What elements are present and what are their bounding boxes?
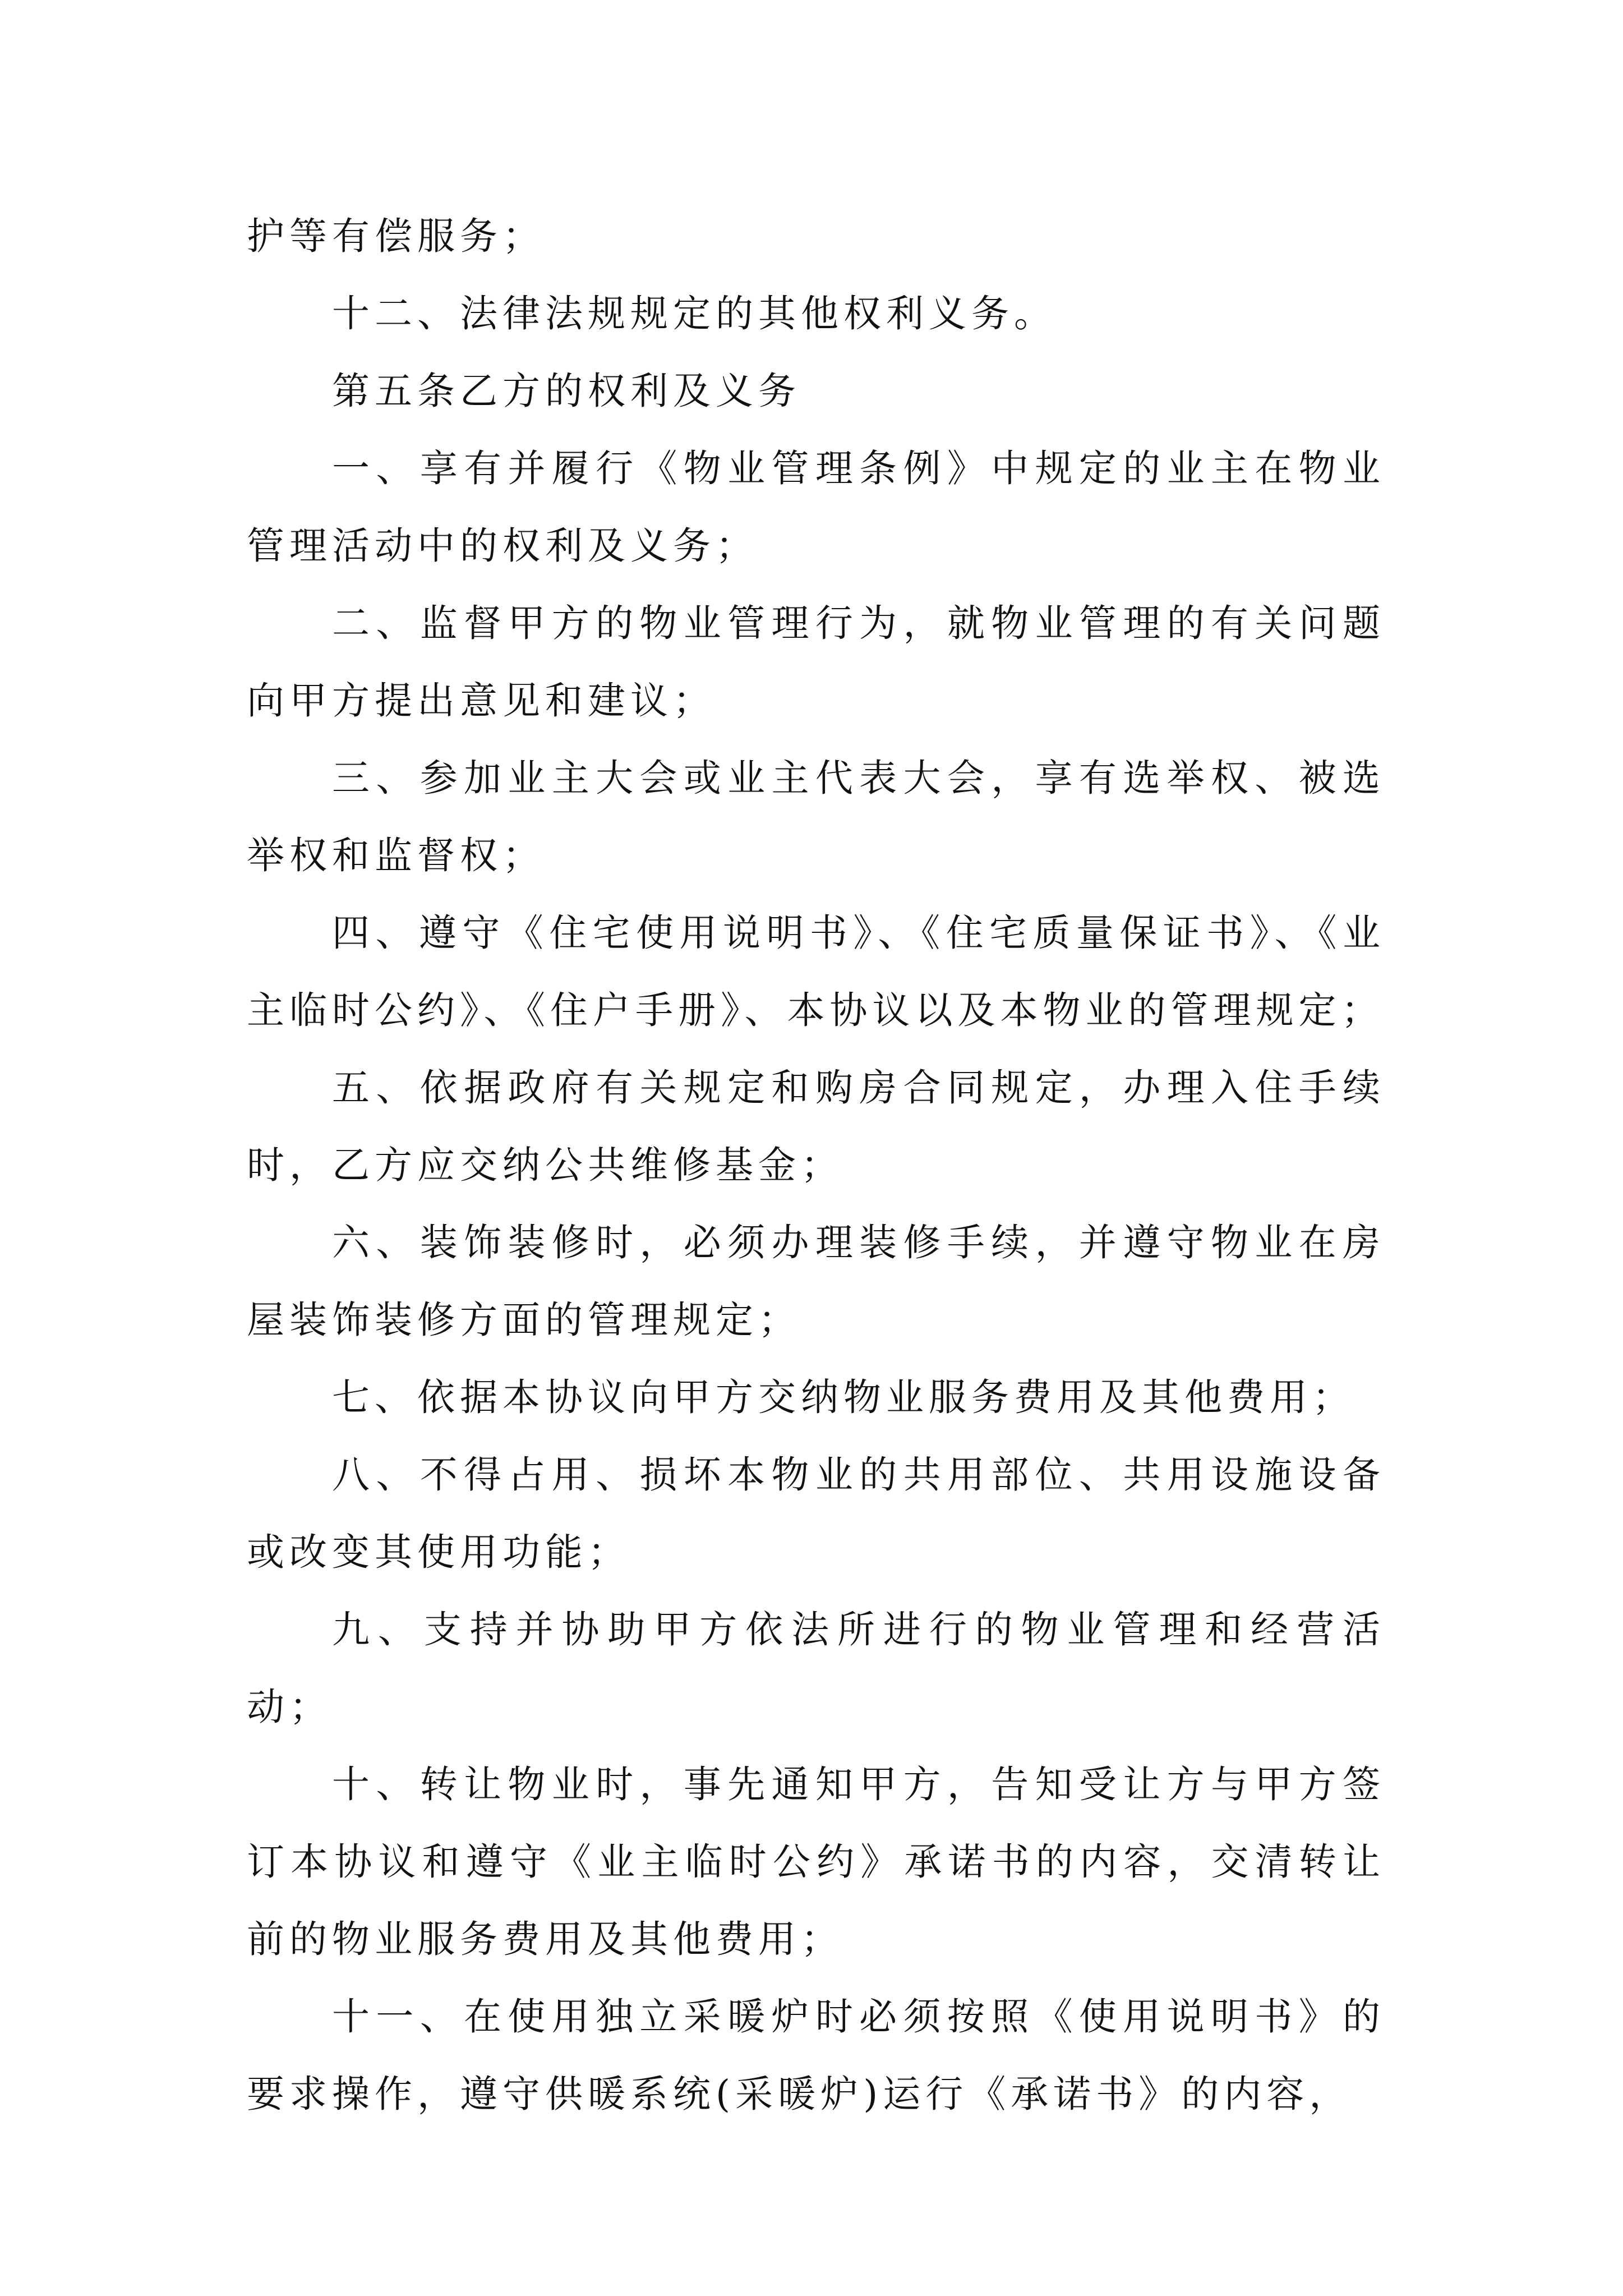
paragraph-item-3: 三、参加业主大会或业主代表大会，享有选举权、被选举权和监督权； [247, 756, 1385, 877]
paragraph-continuation: 护等有偿服务； [247, 214, 545, 258]
paragraph-item-5: 五、依据政府有关规定和购房合同规定，办理入住手续时，乙方应交纳公共维修基金； [247, 1066, 1385, 1187]
document-body [247, 197, 1385, 2133]
paragraph-item-11: 十一、在使用独立采暖炉时必须按照《使用说明书》的要求操作，遵守供暖系统(采暖炉)运行《承诺书》的内容， [247, 1995, 1385, 2116]
paragraph-item-7: 七、依据本协议向甲方交纳物业服务费用及其他费用； [332, 1375, 1355, 1419]
paragraph-item-4: 四、遵守《住宅使用说明书》、《住宅质量保证书》、《业主临时公约》、《住户手册》、本协议以及本物业的管理规定； [247, 911, 1385, 1032]
paragraph-item-6: 六、装饰装修时，必须办理装修手续，并遵守物业在房屋装饰装修方面的管理规定； [247, 1221, 1385, 1342]
paragraph-item-9: 九、支持并协助甲方依法所进行的物业管理和经营活动； [247, 1608, 1385, 1729]
paragraph-item-8: 八、不得占用、损坏本物业的共用部位、共用设施设备或改变其使用功能； [247, 1453, 1385, 1574]
paragraph-item-10: 十、转让物业时，事先通知甲方，告知受让方与甲方签订本协议和遵守《业主临时公约》承诺书的内容，交清转让前的物业服务费用及其他费用； [247, 1763, 1385, 1961]
paragraph-clause-12: 十二、法律法规规定的其他权利义务。 [332, 292, 1057, 335]
paragraph-item-2: 二、监督甲方的物业管理行为，就物业管理的有关问题向甲方提出意见和建议； [247, 601, 1385, 723]
section-heading-article-5: 第五条乙方的权利及义务 [332, 369, 801, 413]
paragraph-item-1: 一、享有并履行《物业管理条例》中规定的业主在物业管理活动中的权利及义务； [247, 447, 1385, 568]
